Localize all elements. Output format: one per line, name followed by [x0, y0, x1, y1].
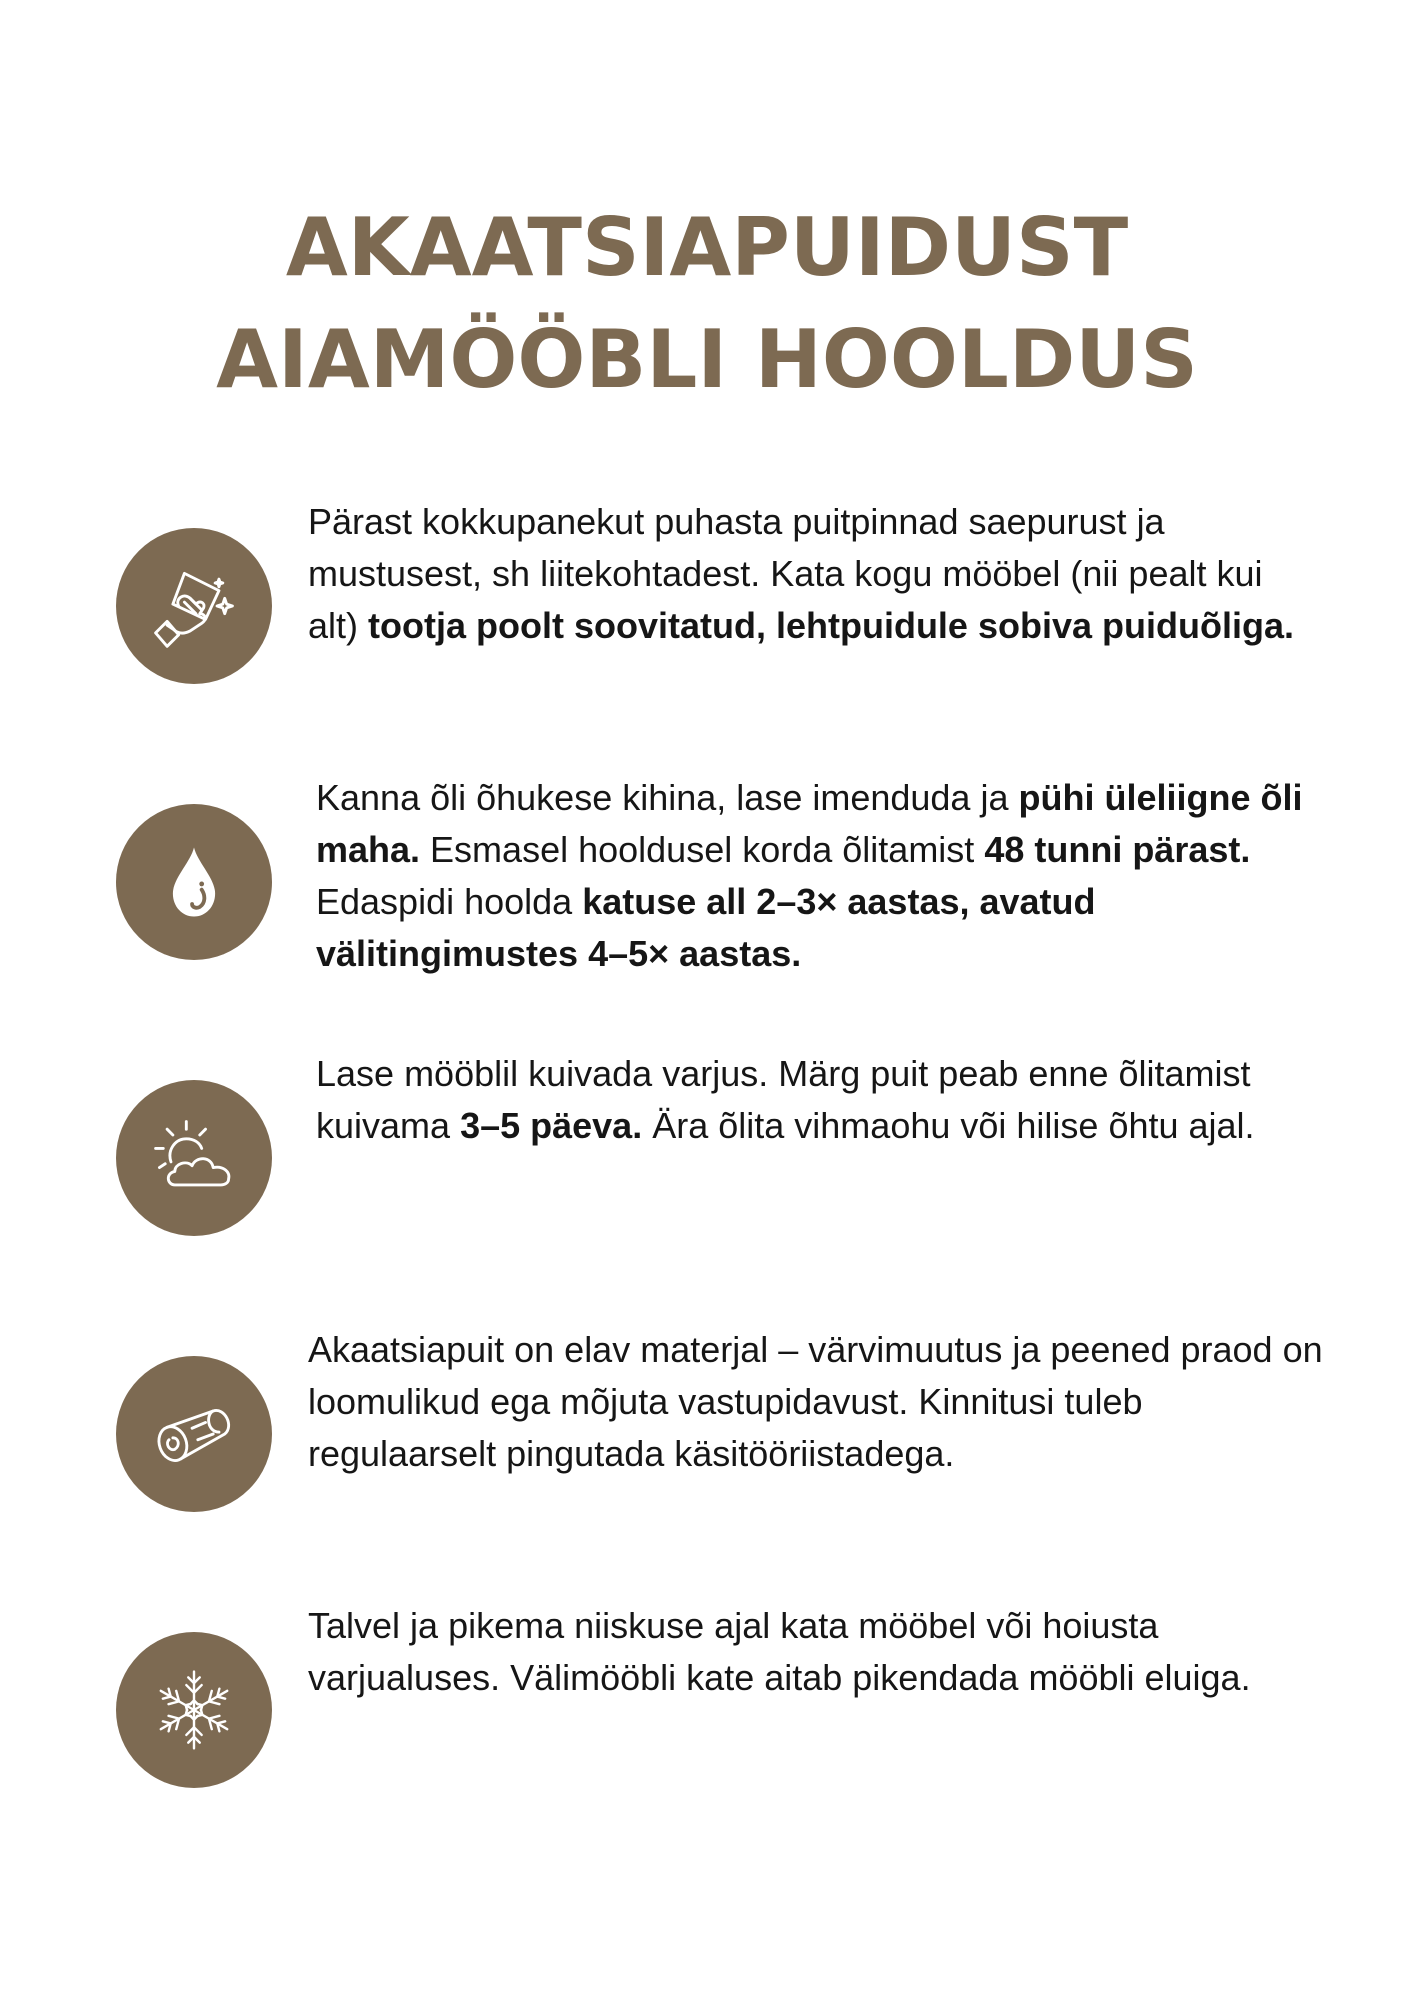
snowflake-icon [146, 1662, 242, 1758]
sun-cloud-icon [146, 1110, 242, 1206]
section-2-icon-circle [116, 804, 272, 960]
section-1-text-bold-1: tootja poolt soovitatud, lehtpuidule sobiva puiduõliga. [368, 605, 1294, 646]
section-4-text [308, 1324, 1328, 1480]
section-3-text-bold-1: 3–5 päeva. [460, 1105, 643, 1146]
section-2-text-bold-2: 48 tunni pärast. [984, 829, 1251, 870]
oil-drop-icon [146, 834, 242, 930]
section-3-text-part-2: Ära õlita vihmaohu või hilise õhtu ajal. [642, 1105, 1255, 1146]
page-title-line-2: AIAMÖÖBLI HOOLDUS [216, 313, 1198, 406]
section-3-text-part-1: Lase mööblil kuivada varjus. Märg puit peab enne õlitamist kuivama [316, 1053, 1251, 1146]
section-2-text [316, 772, 1356, 980]
cleaning-hand-icon [146, 558, 242, 654]
section-1-icon-circle [116, 528, 272, 684]
section-2-text-bold-3: katuse all 2–3× aastas, avatud välitingimustes 4–5× aastas. [316, 881, 1096, 974]
wood-log-icon [146, 1386, 242, 1482]
page-title-line-1: AKAATSIAPUIDUST [285, 201, 1129, 294]
section-3-text [316, 1048, 1316, 1152]
section-5-text [308, 1600, 1268, 1704]
section-5-icon-circle [116, 1632, 272, 1788]
section-4-text-part-1: Akaatsiapuit on elav materjal – värvimuutus ja peened praod on loomulikud ega mõjuta vastupidavust. Kinnitusi tuleb regulaarselt pingutada käsitööriistadega. [308, 1329, 1323, 1474]
section-1-text-part-1: Pärast kokkupanekut puhasta puitpinnad saepurust ja mustusest, sh liitekohtadest. Kata kogu mööbel (nii pealt kui alt) [308, 501, 1263, 646]
section-1-text [308, 496, 1318, 652]
section-3-icon-circle [116, 1080, 272, 1236]
section-2-text-part-1: Kanna õli õhukese kihina, lase imenduda ja [316, 777, 1019, 818]
section-2-text-part-3: Edaspidi hoolda [316, 881, 583, 922]
section-2-text-part-2: Esmasel hooldusel korda õlitamist [420, 829, 985, 870]
section-5-text-part-1: Talvel ja pikema niiskuse ajal kata mööbel või hoiusta varjualuses. Välimööbli kate aitab pikendada mööbli eluiga. [308, 1605, 1251, 1698]
section-4-icon-circle [116, 1356, 272, 1512]
section-2-text-bold-1: pühi üleliigne õli maha. [316, 777, 1303, 870]
